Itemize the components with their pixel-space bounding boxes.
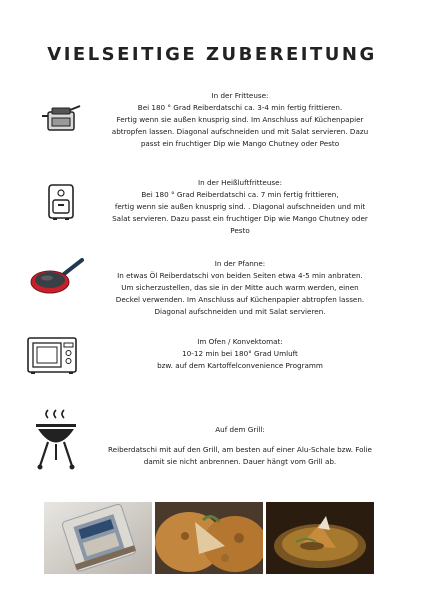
text-line: passt ein fruchtiger Dip wie Mango Chutney oder Pesto (140, 139, 340, 148)
air-fryer-icon (46, 181, 76, 221)
section-text (90, 424, 390, 468)
section-text (90, 258, 390, 318)
text-line: abtropfen lassen. Diagonal aufschneiden und mit Salat servieren. Dazu (111, 127, 369, 136)
oven-icon (26, 336, 78, 376)
frying-pan-icon (30, 258, 86, 298)
section-heading: In der Fritteuse: (211, 91, 269, 100)
text-line: fertig wenn sie außen knusprig sind. . Diagonal aufschneiden und mit (114, 202, 366, 211)
text-line: bzw. auf dem Kartoffelconvenience Programm (157, 361, 323, 370)
text-line: Bei 180 ° Grad Reiberdatschi ca. 3-4 min fertig frittieren. (137, 103, 343, 112)
text-line: Salat servieren. Dazu passt ein fruchtiger Dip wie Mango Chutney oder (112, 214, 368, 223)
text-line: 10-12 min bei 180° Grad Umluft (182, 349, 298, 358)
text-line: Bei 180 ° Grad Reiberdatschi ca. 7 min fertig frittieren, (141, 190, 339, 199)
text-line: In etwas Öl Reiberdatschi von beiden Seiten etwa 4-5 min anbraten. (117, 271, 363, 280)
text-line: Pesto (230, 226, 250, 235)
text-line: Reiberdatschi mit auf den Grill, am besten auf einer Alu-Schale bzw. Folie (108, 445, 372, 454)
section-text (90, 177, 390, 237)
plated-dish-photo (266, 502, 374, 574)
text-line: Deckel verwenden. Im Anschluss auf Küchenpapier abtropfen lassen. (115, 295, 365, 304)
section-text (90, 90, 390, 150)
section-heading: In der Pfanne: (214, 259, 266, 268)
section-heading: In der Heißluftfritteuse: (198, 178, 282, 187)
text-line: damit sie nicht anbrennen. Dauer hängt vom Grill ab. (143, 457, 337, 466)
section-heading: Auf dem Grill: (215, 425, 265, 434)
page-title: VIELSEITIGE ZUBEREITUNG (47, 44, 377, 65)
spacer (90, 436, 390, 444)
photo-strip (44, 502, 374, 574)
fried-reiberdatschi-photo (155, 502, 263, 574)
section-heading: Im Ofen / Konvektomat: (197, 337, 283, 346)
section-text (90, 336, 390, 372)
text-line: Diagonal aufschneiden und mit Salat servieren. (154, 307, 326, 316)
text-line: Um sicherzustellen, das sie in der Mitte auch warm werden, einen (121, 283, 359, 292)
deep-fryer-icon (40, 104, 82, 134)
grill-icon (34, 408, 78, 472)
text-line: Fertig wenn sie außen knusprig sind. Im Anschluss auf Küchenpapier (116, 115, 364, 124)
product-package-photo (44, 502, 152, 574)
